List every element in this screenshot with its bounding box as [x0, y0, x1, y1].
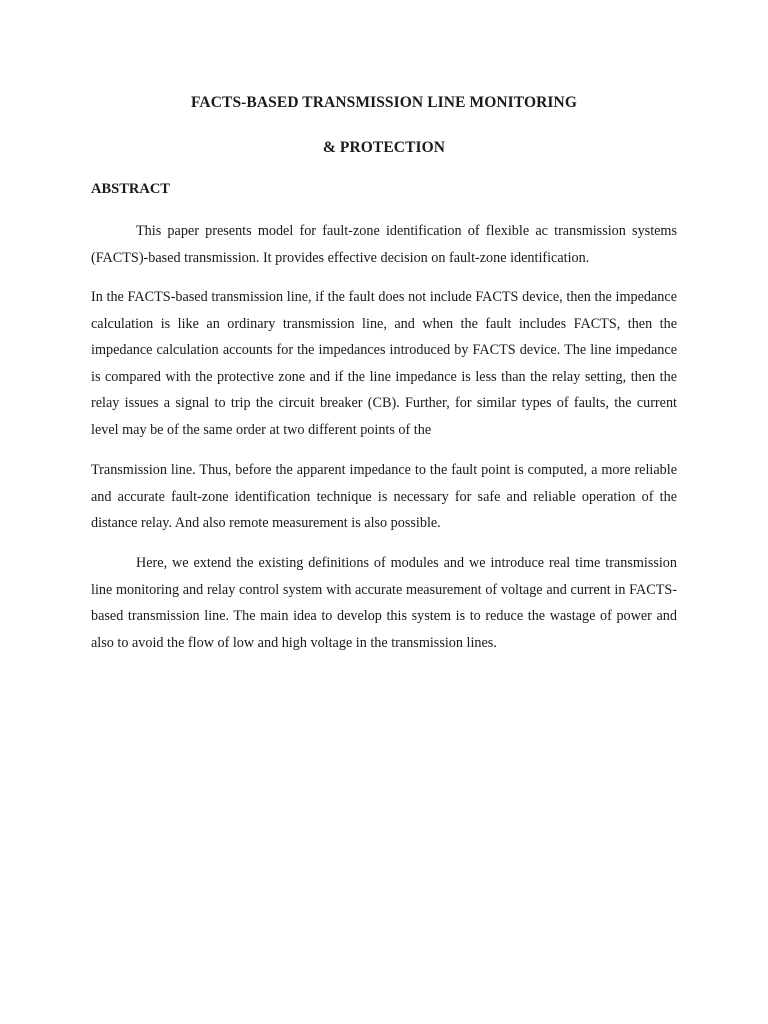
section-heading-abstract: ABSTRACT [91, 181, 170, 197]
abstract-paragraph-2: In the FACTS-based transmission line, if the fault does not include FACTS device, then the impedance calculation is like an ordinary transmission line, and when the fault includes FACTS, then the impedance calculation accounts for the impedances introduced by FACTS device. The line impedance is compared with the protective zone and if the line impedance is less than the relay setting, then the relay issues a signal to trip the circuit breaker (CB). Further, for similar types of faults, the current level may be of the same order at two different points of the [91, 289, 677, 438]
abstract-paragraph-1: This paper presents model for fault-zone identification of flexible ac transmission systems (FACTS)-based transmission. It provides effective decision on fault-zone identification. [91, 223, 677, 266]
abstract-paragraph-4: Here, we extend the existing definitions of modules and we introduce real time transmission line monitoring and relay control system with accurate measurement of voltage and current in FACTS-based transmission line. The main idea to develop this system is to reduce the wastage of power and also to avoid the flow of low and high voltage in the transmission lines. [91, 555, 677, 651]
abstract-paragraph-3: Transmission line. Thus, before the apparent impedance to the fault point is computed, a more reliable and accurate fault-zone identification technique is necessary for safe and reliable operation of the distance relay. And also remote measurement is also possible. [91, 462, 677, 531]
document-title-line-1: FACTS-BASED TRANSMISSION LINE MONITORING [191, 94, 577, 111]
document-title-line-2: & PROTECTION [322, 139, 446, 156]
